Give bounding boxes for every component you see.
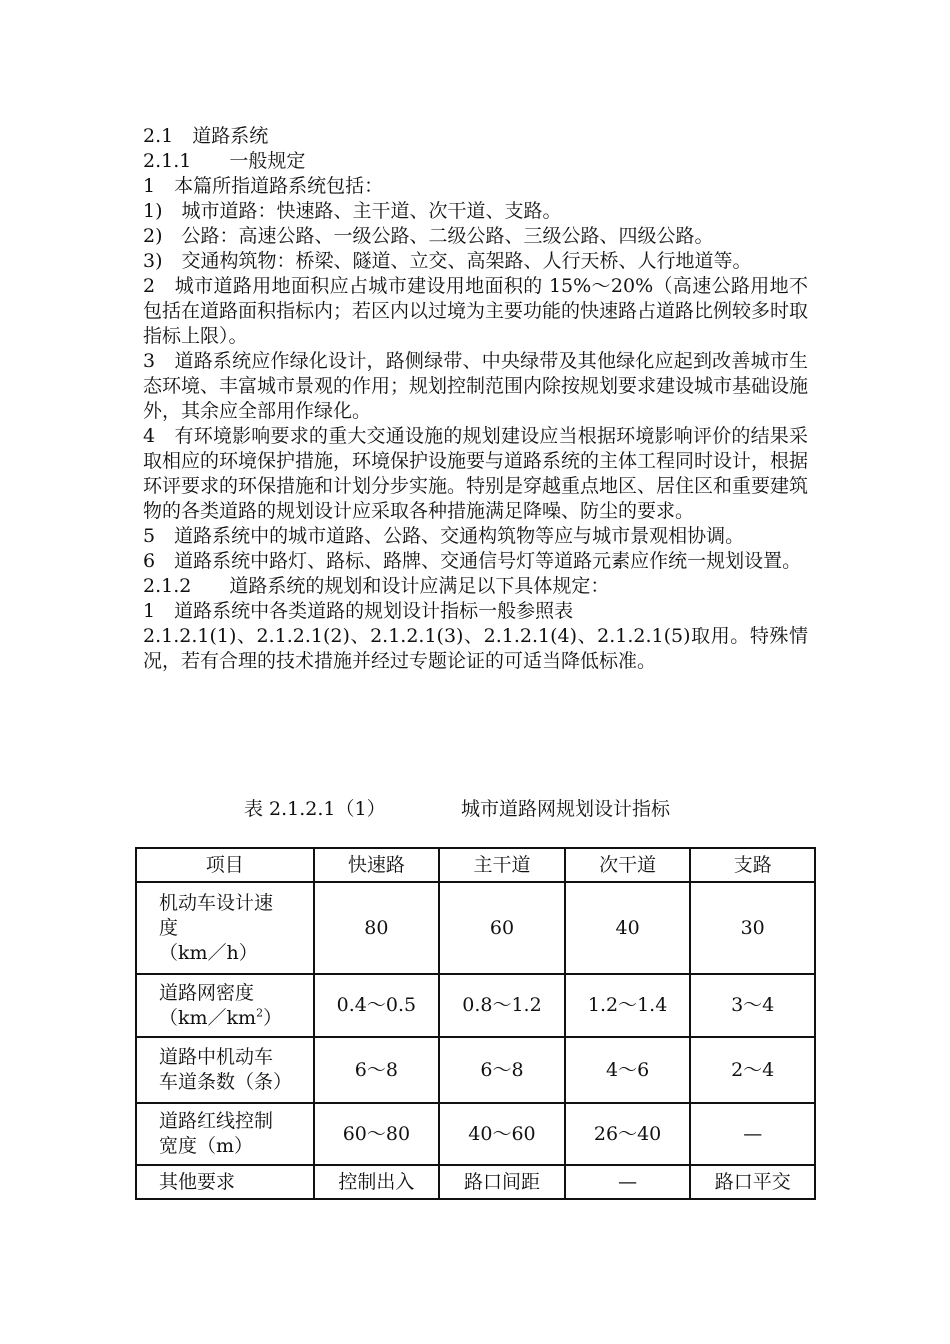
- table-header-row: [136, 848, 815, 882]
- table-cell: 0.8～1.2: [439, 974, 565, 1037]
- table-cell: 40～60: [439, 1103, 565, 1165]
- paragraph: 5 道路系统中的城市道路、公路、交通构筑物等应与城市景观相协调。: [143, 525, 745, 547]
- row-label-line: 度: [159, 916, 179, 939]
- paragraph: 6 道路系统中路灯、路标、路牌、交通信号灯等道路元素应作统一规划设置。: [143, 550, 802, 572]
- table-cell: 0.4～0.5: [314, 974, 440, 1037]
- subsection-heading: 2.1.1 一般规定: [143, 150, 306, 172]
- table-cell: 3～4: [690, 974, 815, 1037]
- row-label-line: 车道条数（条）: [159, 1071, 293, 1093]
- row-label-line: 道路中机动车: [159, 1046, 274, 1068]
- table-cell: 60～80: [314, 1103, 440, 1165]
- table-title: 城市道路网规划设计指标: [461, 798, 671, 820]
- paragraph: 1 本篇所指道路系统包括：: [143, 175, 384, 197]
- table-cell: —: [565, 1165, 691, 1199]
- header-cell: 主干道: [439, 848, 565, 882]
- table-row: [136, 882, 815, 974]
- row-label-line: 道路红线控制: [159, 1110, 274, 1132]
- table-cell: 30: [690, 882, 815, 974]
- row-label-line: （km／km: [159, 1006, 257, 1029]
- paragraph: 2 城市道路用地面积应占城市建设用地面积的 15%～20%（高速公路用地不包括在道路面积指标内；若区内以过境为主要功能的快速路占道路比例较多时取指标上限）。: [143, 275, 809, 347]
- table-cell: 控制出入: [314, 1165, 440, 1199]
- header-cell: 项目: [136, 848, 314, 882]
- section-heading: 2.1 道路系统: [143, 125, 269, 147]
- row-label-line: 机动车设计速: [159, 891, 274, 914]
- list-item: 2) 公路：高速公路、一级公路、二级公路、三级公路、四级公路。: [143, 225, 714, 247]
- table-cell: —: [690, 1103, 815, 1165]
- row-label: [136, 1037, 314, 1103]
- table-cell: 6～8: [314, 1037, 440, 1103]
- table-row: [136, 1037, 815, 1103]
- table-row: [136, 974, 815, 1037]
- body-text: [143, 124, 808, 674]
- row-label-line: ）: [263, 1006, 283, 1029]
- table-cell: 2～4: [690, 1037, 815, 1103]
- list-item: 3) 交通构筑物：桥梁、隧道、立交、高架路、人行天桥、人行地道等。: [143, 250, 752, 272]
- table-row: [136, 1165, 815, 1199]
- header-cell: 支路: [690, 848, 815, 882]
- row-label: [136, 974, 314, 1037]
- header-cell: 快速路: [314, 848, 440, 882]
- subsection-heading: 2.1.2 道路系统的规划和设计应满足以下具体规定：: [143, 575, 610, 597]
- paragraph: 4 有环境影响要求的重大交通设施的规划建设应当根据环境影响评价的结果采取相应的环境保护措施，环境保护设施要与道路系统的主体工程同时设计，根据环评要求的环保措施和计划分步实施。特别是穿越重点地区、居住区和重要建筑物的各类道路的规划设计应采取各种措施满足降噪、防尘的要求。: [143, 425, 809, 522]
- table-cell: 6～8: [439, 1037, 565, 1103]
- paragraph: 1 道路系统中各类道路的规划设计指标一般参照表: [143, 600, 574, 622]
- table-cell: 路口平交: [690, 1165, 815, 1199]
- list-item: 1) 城市道路：快速路、主干道、次干道、支路。: [143, 200, 562, 222]
- table-row: [136, 1103, 815, 1165]
- table-cell: 60: [439, 882, 565, 974]
- table-cell: 40: [565, 882, 691, 974]
- row-label: [136, 882, 314, 974]
- road-network-spec-table: [135, 847, 816, 1200]
- row-label: 其他要求: [136, 1165, 314, 1199]
- table-cell: 4～6: [565, 1037, 691, 1103]
- row-label-line: 道路网密度: [159, 981, 255, 1004]
- table-cell: 路口间距: [439, 1165, 565, 1199]
- superscript: 2: [256, 1006, 264, 1020]
- row-label: [136, 1103, 314, 1165]
- table-number: 表 2.1.2.1（1）: [244, 798, 386, 820]
- table-cell: 26～40: [565, 1103, 691, 1165]
- row-label-line: 宽度（m）: [159, 1135, 254, 1157]
- table-cell: 80: [314, 882, 440, 974]
- row-label-line: （km／h）: [159, 941, 258, 964]
- table-cell: 1.2～1.4: [565, 974, 691, 1037]
- paragraph: 2.1.2.1(1)、2.1.2.1(2)、2.1.2.1(3)、2.1.2.1(4)、2.1.2.1(5)取用。特殊情况，若有合理的技术措施并经过专题论证的可适当降低标准。: [143, 625, 808, 672]
- header-cell: 次干道: [565, 848, 691, 882]
- paragraph: 3 道路系统应作绿化设计，路侧绿带、中央绿带及其他绿化应起到改善城市生态环境、丰富城市景观的作用；规划控制范围内除按规划要求建设城市基础设施外，其余应全部用作绿化。: [143, 350, 809, 422]
